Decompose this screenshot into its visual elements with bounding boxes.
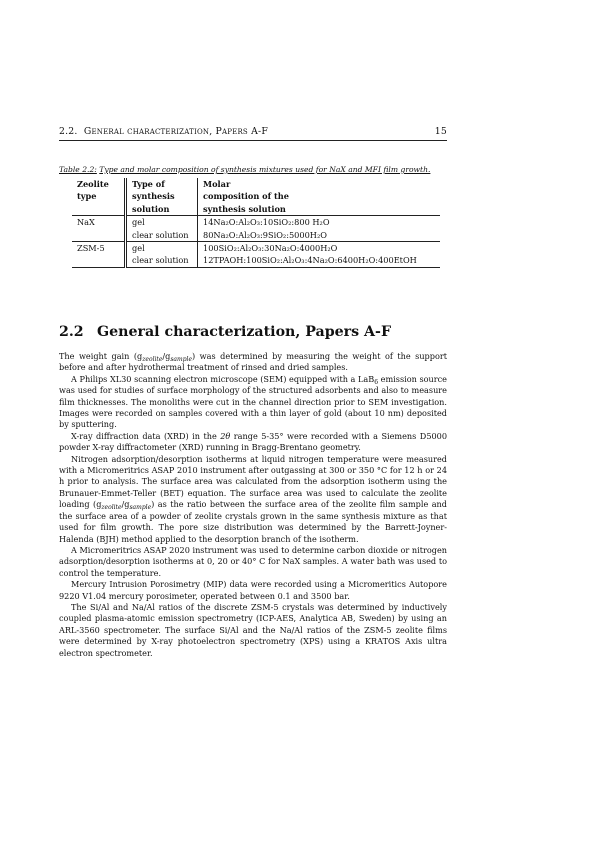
header-zeolite-line2: type <box>77 191 97 202</box>
page-number: 15 <box>434 126 447 137</box>
section-heading <box>59 324 391 340</box>
section-title: General characterization, Papers A-F <box>97 324 392 340</box>
section-number: 2.2 <box>59 324 84 340</box>
composition-table <box>72 178 440 268</box>
paragraph-mip: Mercury Intrusion Porosimetry (MIP) data were recorded using a Micromeritics Autopore 9220 V1.04 mercury porosimeter, operated between 0.1 and 3500 bar. <box>59 579 447 601</box>
header-zeolite-line1: Zeolite <box>77 179 109 189</box>
running-head <box>59 126 447 141</box>
table-header-row <box>72 178 440 190</box>
header-type-line2: synthesis <box>126 190 198 202</box>
section-body <box>59 351 447 659</box>
table-caption <box>59 165 447 174</box>
cell-type: clear solution <box>126 254 198 267</box>
paragraph-nitrogen-adsorption: Nitrogen adsorption/desorption isotherms at liquid nitrogen temperature were measured with a Micromeritrics ASAP 2010 instrument after outgassing at 300 or 350 °C for 12 h or 24 h prior to analysis. The surface area was calculated from the adsorption isotherm using the Brunauer-Emmet-Teller (BET) equation. The surface area was used to calculate the zeolite loading $(g_{zeolite}/g_{sample})$ as the ratio between the surface area of the zeolite film sample and the surface area of a powder of zeolite crystals grown in the same synthesis mixture as that used for film growth. The pore size distribution was determined by the Barrett-Joyner-Halenda (BJH) method applied to the desorption branch of the isotherm. <box>59 453 447 544</box>
table-caption-label: Table 2.2: <box>59 165 97 174</box>
paragraph-xrd: X-ray diffraction data (XRD) in the 2θ range 5-35° were recorded with a Siemens D5000 powder X-ray diffractometer (XRD) running in Bragg-Brentano geometry. <box>59 430 447 453</box>
table-header-row <box>72 190 440 202</box>
table-row <box>72 254 440 267</box>
cell-type: clear solution <box>126 229 198 242</box>
cell-zeolite <box>72 229 126 242</box>
cell-zeolite: ZSM-5 <box>77 243 105 254</box>
paragraph-sem: A Philips XL30 scanning electron microscope (SEM) equipped with a LaB$_6$ emission source was used for studies of surface morphology of the structured adsorbents and also to measure film thicknesses. The monoliths were cut in the channel direction prior to SEM investigation. Images were recorded on samples covered with a thin layer of gold (about 10 nm) deposited by sputtering. <box>59 373 447 430</box>
cell-composition: 100SiO₂:Al₂O₃:30Na₂O:4000H₂O <box>198 242 441 255</box>
cell-type: gel <box>126 216 198 229</box>
table-header-row <box>72 203 440 216</box>
cell-zeolite <box>72 254 126 267</box>
paragraph-icp-xps: The Si/Al and Na/Al ratios of the discrete ZSM-5 crystals was determined by inductively coupled plasma-atomic emission spectrometry (ICP-AES, Analytica AB, Sweden) by using an ARL-3560 spectrometer. The surface Si/Al and the Na/Al ratios of the ZSM-5 zeolite films were determined by X-ray photoelectron spectrometry (XPS) using a KRATOS Axis ultra electron spectrometer. <box>59 601 447 658</box>
paragraph-co2-adsorption: A Micromeritrics ASAP 2020 instrument was used to determine carbon dioxide or nitrogen adsorption/desorption isotherms at 0, 20 or 40° C for NaX samples. A water bath was used to control the temperature. <box>59 544 447 578</box>
running-head-section-number: 2.2. <box>59 126 78 137</box>
header-composition-line1: Molar <box>198 178 441 190</box>
cell-composition: 12TPAOH:100SiO₂:Al₂O₃:4Na₂O:6400H₂O:400EtOH <box>198 254 441 267</box>
header-composition-line3: synthesis solution <box>198 203 441 216</box>
table-row <box>72 229 440 242</box>
table-caption-text: Type and molar composition of synthesis mixtures used for NaX and MFI film growth. <box>99 165 431 174</box>
cell-composition: 14Na₂O:Al₂O₃:10SiO₂:800 H₂O <box>198 216 441 229</box>
header-type-line1: Type of <box>126 178 198 190</box>
cell-composition: 80Na₂O:Al₂O₃:9SiO₂:5000H₂O <box>198 229 441 242</box>
paragraph-weight-gain: The weight gain $(g_{zeolite}/g_{sample})$ was determined by measuring the weight of the support before and after hydrothermal treatment of rinsed and dried samples. <box>59 351 447 373</box>
cell-type: gel <box>126 242 198 255</box>
table-row <box>72 216 440 229</box>
header-type-line3: solution <box>126 203 198 216</box>
header-composition-line2: composition of the <box>198 190 441 202</box>
cell-zeolite: NaX <box>77 217 95 228</box>
table-row <box>72 242 440 255</box>
running-head-section-title: General characterization, Papers A-F <box>83 126 268 137</box>
